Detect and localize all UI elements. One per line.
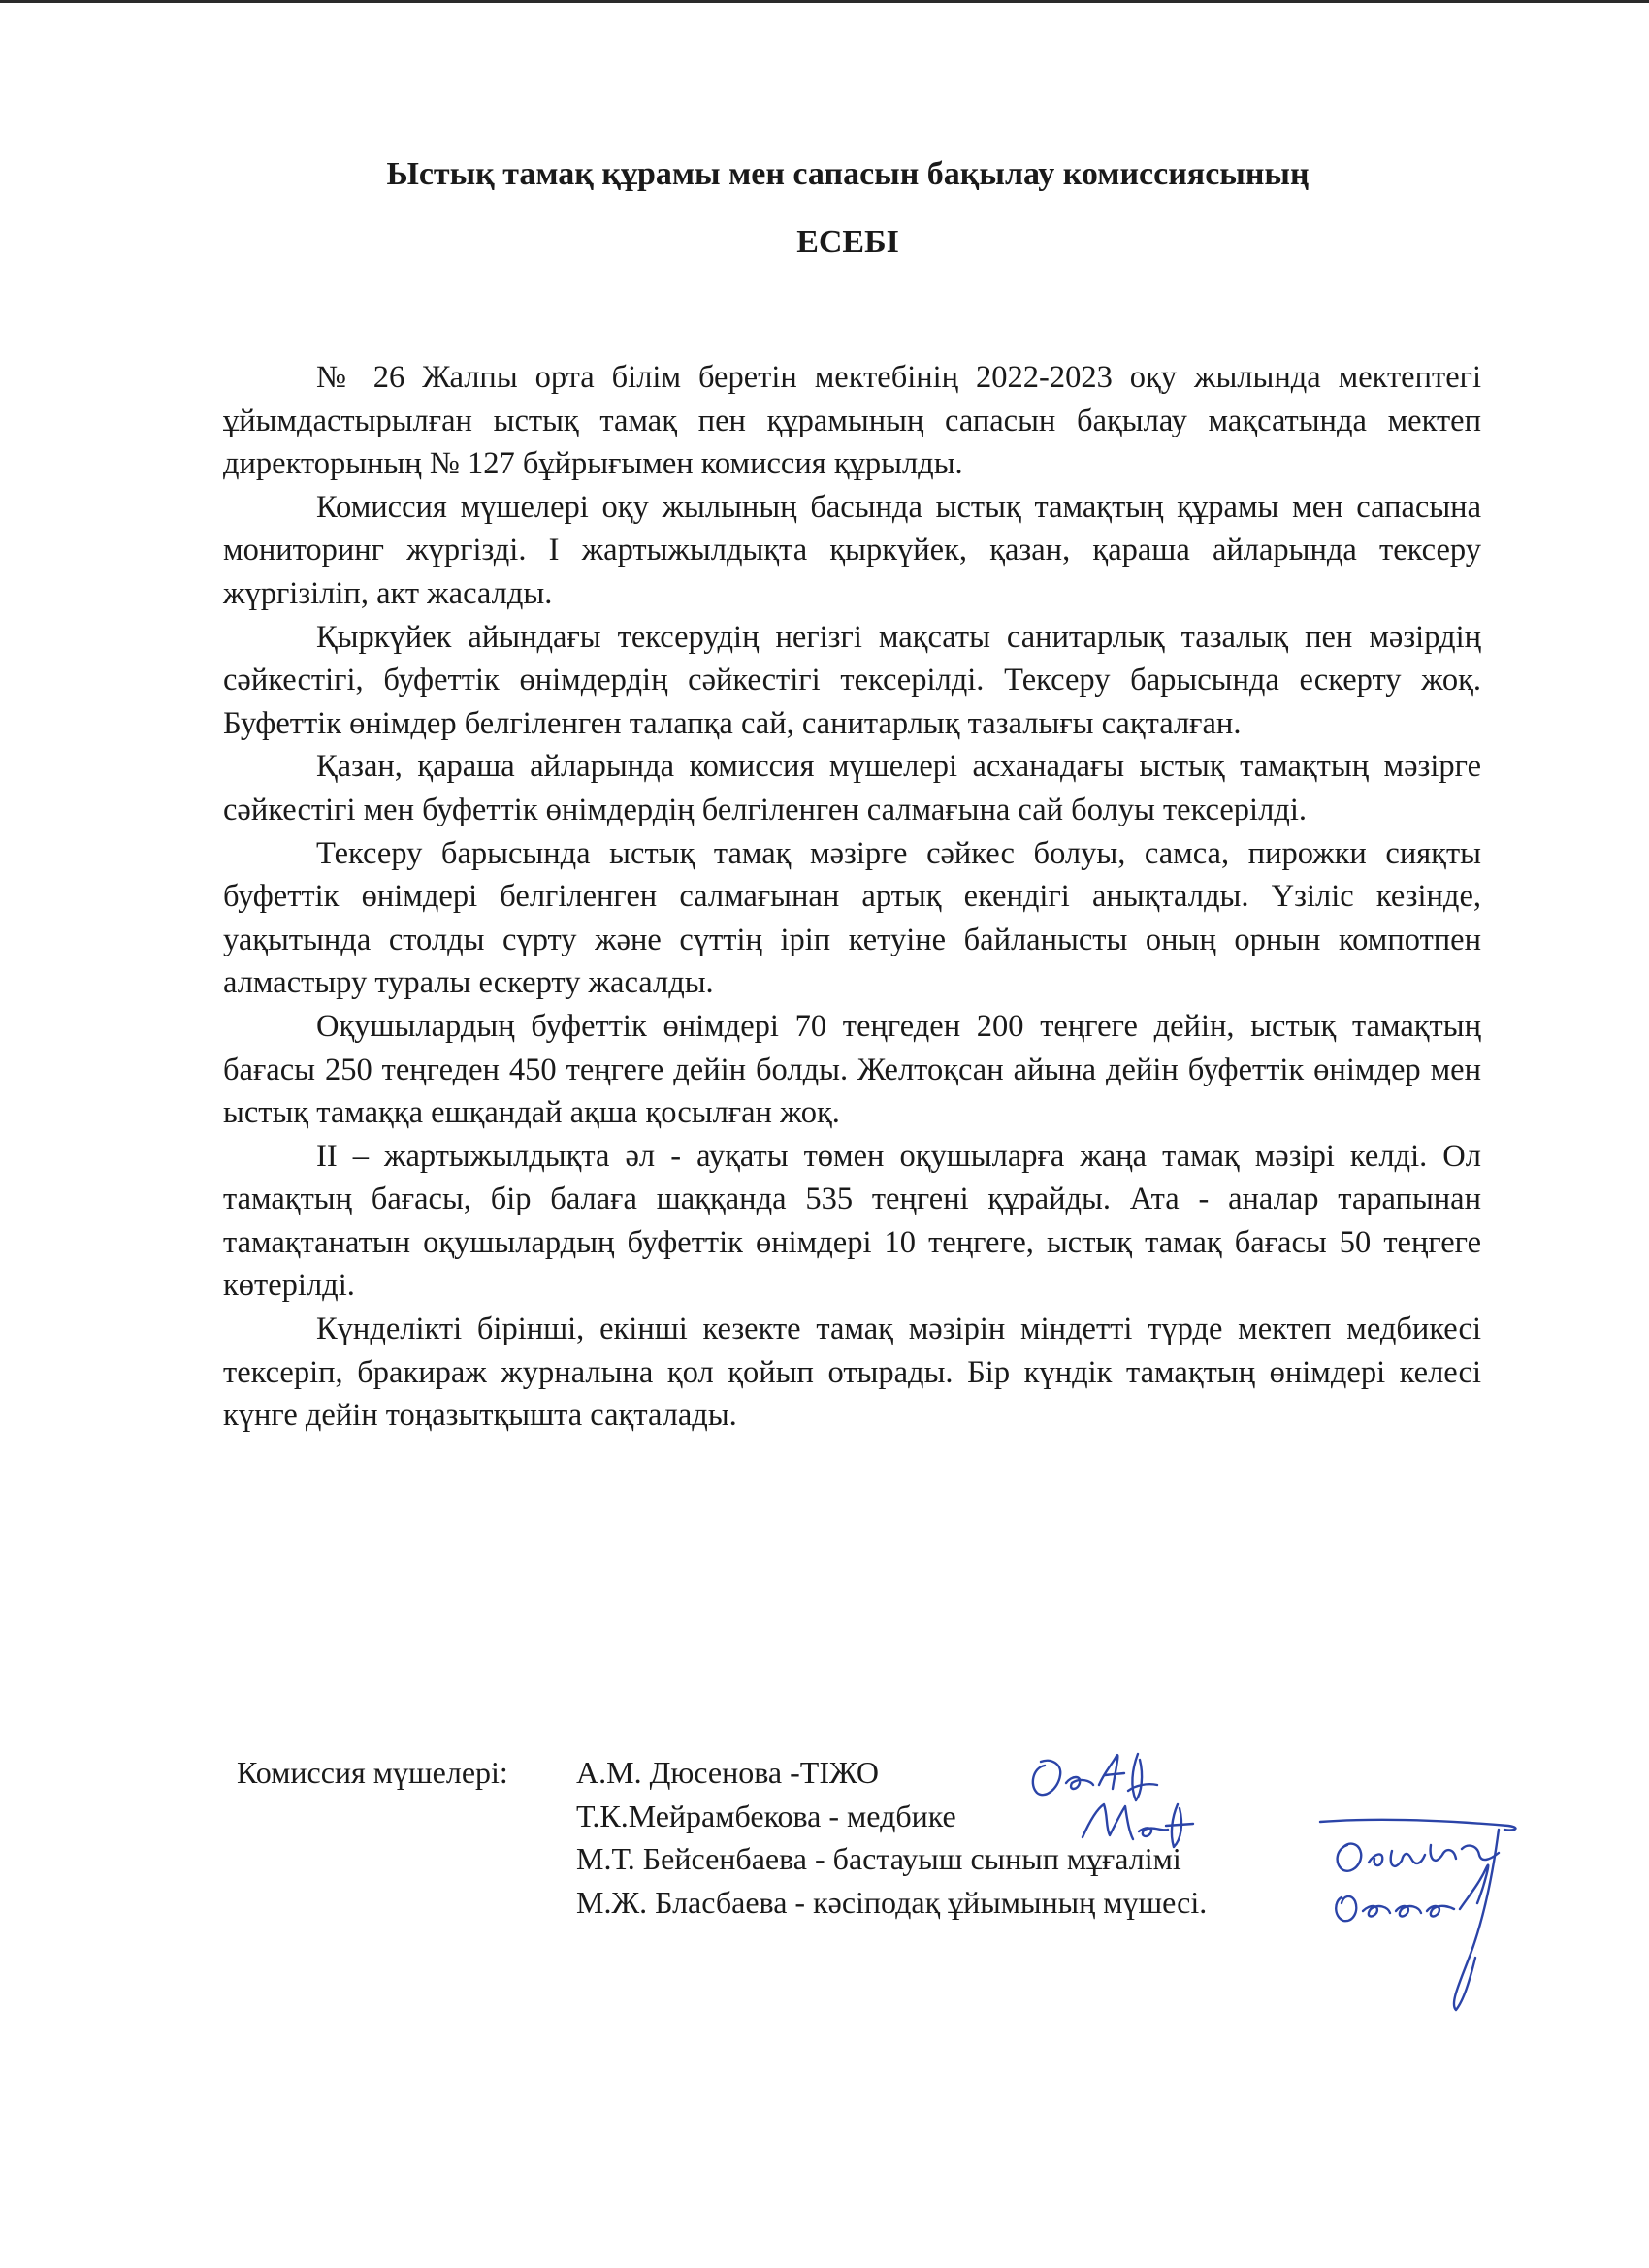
paragraph-1: № 26 Жалпы орта білім беретін мектебінің 2022-2023 оқу жылында мектептегі ұйымдастырылған ыстық тамақ пен құрамының сапасын бақылау мақсатында мектеп директорының № 127 бұйрығымен комиссия құрылды. (223, 360, 1481, 482)
document-title: Ыстық тамақ құрамы мен сапасын бақылау комиссиясының (386, 156, 1310, 192)
paragraph-6: Оқушылардың буфеттік өнімдері 70 теңгеден 200 теңгеге дейін, ыстық тамақтың бағасы 250 теңгеден 450 теңгеге дейін болды. Желтоқсан айына дейін буфеттік өнімдер мен ыстық тамаққа ешқандай ақша қосылған жоқ. (223, 1008, 1481, 1131)
paragraph-2: Комиссия мүшелері оқу жылының басында ыстық тамақтың құрамы мен сапасына мониторинг жүргізді. І жартыжылдықта қыркүйек, қазан, қараша айларында тексеру жүргізіліп, акт жасалды. (223, 489, 1481, 611)
member-3: М.Т. Бейсенбаева - бастауыш сынып мұғалімі (576, 1841, 1181, 1876)
commission-label: Комиссия мүшелері: (237, 1755, 508, 1790)
signature-meirambekova (1077, 1795, 1203, 1853)
member-2: Т.К.Мейрамбекова - медбике (576, 1798, 956, 1833)
paragraph-3: Қыркүйек айындағы тексерудің негізгі мақсаты санитарлық тазалық пен мәзірдің сәйкестігі, буфеттік өнімдердің сәйкестігі тексерілді. Тексеру барысында ескерту жоқ. Буфеттік өнімдер белгіленген талапқа сай, санитарлық тазалығы сақталған. (223, 619, 1481, 741)
member-1: А.М. Дюсенова -ТІЖО (576, 1755, 879, 1790)
paragraph-8: Күнделікті бірінші, екінші кезекте тамақ мәзірін міндетті түрде мектеп медбикесі тексеріп, бракираж журналына қол қойып отырады. Бір күндік тамақтың өнімдері келесі күнге дейін тоңазытқышта сақталады. (223, 1312, 1481, 1434)
paragraph-5: Тексеру барысында ыстық тамақ мәзірге сәйкес болуы, самса, пирожки сияқты буфеттік өнімдері белгіленген салмағынан артық екендігі анықталды. Үзіліс кезінде, уақытында столды сүрту және сүттің іріп кетуіне байланысты оның орнын компотпен алмастыру туралы ескерту жасалды. (223, 835, 1481, 1001)
document-subtitle: ЕСЕБІ (796, 224, 899, 260)
signature-beisenbaeva (1314, 1816, 1557, 2020)
member-4: М.Ж. Бласбаева - кәсіподақ ұйымының мүшесі. (576, 1884, 1208, 1920)
report-body (223, 356, 1481, 1438)
paragraph-7: ІІ – жартыжылдықта әл - ауқаты төмен оқушыларға жаңа тамақ мәзірі келді. Ол тамақтың бағасы, бір балаға шаққанда 535 теңгені құрайды. Ата - аналар тарапынан тамақтанатын оқушылардың буфеттік өнімдері 10 теңгеге, ыстық тамақ бағасы 50 теңгеге көтерілді. (223, 1138, 1481, 1304)
paragraph-4: Қазан, қараша айларында комиссия мүшелері асханадағы ыстық тамақтың мәзірге сәйкестігі мен буфеттік өнімдердің белгіленген салмағына сай болуы тексерілді. (223, 749, 1481, 827)
scan-top-edge (0, 0, 1649, 3)
